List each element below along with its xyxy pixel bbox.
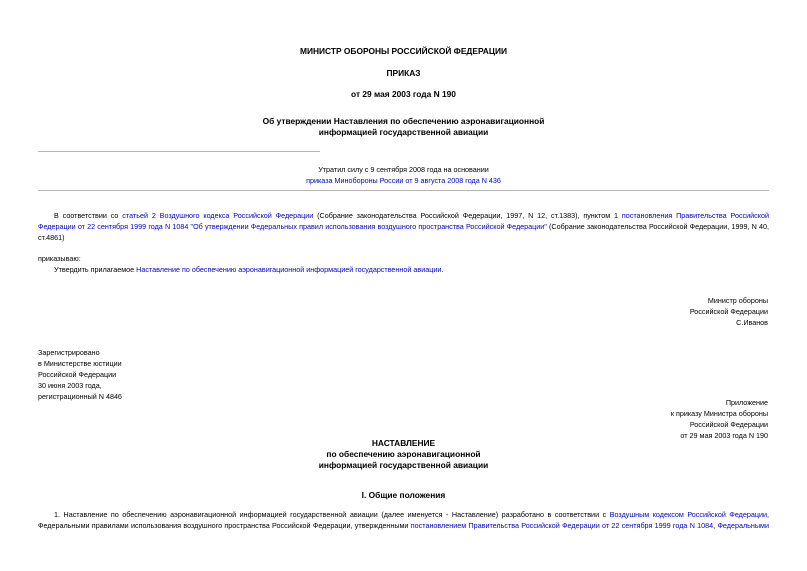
document-title-line2: информацией государственной авиации: [318, 127, 489, 137]
signature-country: Российской Федерации: [689, 307, 768, 316]
order-word: приказываю:: [38, 254, 81, 263]
paragraph1-line1: [38, 510, 769, 520]
paragraph-text: ,: [713, 521, 718, 530]
paragraph1-line2: [38, 521, 769, 531]
manual-link[interactable]: Наставление по обеспечению аэронавигационной информацией государственной авиации: [136, 265, 442, 274]
signature-position: Министр обороны: [707, 296, 768, 305]
preamble-text: (Собрание законодательства Российской Федерации, 1997, N 12, ст.1383), пунктом 1: [313, 211, 622, 220]
appendix-line3: Российской Федерации: [689, 420, 768, 429]
status-text: Утратил силу с 9 сентября 2008 года на основании: [318, 165, 489, 174]
repeal-order-link[interactable]: приказа Минобороны России от 9 августа 2008 года N 436: [306, 176, 501, 185]
document-title-line1: Об утверждении Наставления по обеспечению аэронавигационной: [262, 116, 545, 126]
ministry-heading: МИНИСТР ОБОРОНЫ РОССИЙСКОЙ ФЕДЕРАЦИИ: [299, 46, 508, 56]
preamble-line1: [38, 211, 769, 221]
air-code-article-link[interactable]: статьей 2 Воздушного кодекса Российской Федерации: [122, 211, 314, 220]
air-code-link[interactable]: Воздушным кодексом Российской Федерации: [609, 510, 767, 519]
registration-line1: Зарегистрировано: [38, 348, 100, 357]
appendix-line2: к приказу Министра обороны: [670, 409, 768, 418]
divider-long: [38, 190, 769, 191]
manual-title: НАСТАВЛЕНИЕ: [371, 438, 436, 448]
appendix-line4: от 29 мая 2003 года N 190: [680, 431, 768, 440]
approve-text: .: [441, 265, 444, 274]
preamble-line2: [38, 222, 769, 232]
paragraph-text: 1. Наставление по обеспечению аэронавигационной информацией государственной авиации (далее именуется - Наставление) разработано в соответствии с: [54, 510, 610, 519]
preamble-text: (Собрание законодательства Российской Федерации, 1999, N 40,: [546, 222, 769, 231]
preamble-line3: ст.4861): [38, 233, 65, 242]
paragraph-text: Федеральными правилами использования воздушного пространства Российской Федерации, утвержденными: [38, 521, 411, 530]
approve-text: Утвердить прилагаемое: [54, 265, 137, 274]
approve-line: [54, 265, 443, 274]
order-heading: ПРИКАЗ: [386, 68, 421, 78]
registration-line4: 30 июня 2003 года,: [38, 381, 102, 390]
registration-line2: в Министерстве юстиции: [38, 359, 122, 368]
government-decree-link[interactable]: постановления Правительства Российской: [621, 211, 769, 220]
government-decree-link-cont[interactable]: Федерации от 22 сентября 1999 года N 1084 "Об утверждении Федеральных правил использования воздушного пространства Российской Федерации": [38, 222, 547, 231]
signature-name: С.Иванов: [736, 318, 768, 327]
manual-subtitle1: по обеспечению аэронавигационной: [326, 449, 481, 459]
order-date: от 29 мая 2003 года N 190: [351, 89, 456, 99]
manual-subtitle2: информацией государственной авиации: [318, 460, 489, 470]
section-heading: I. Общие положения: [361, 490, 446, 500]
decree-1084-link[interactable]: постановлением Правительства Российской Федерации от 22 сентября 1999 года N 1084: [410, 521, 714, 530]
appendix-line1: Приложение: [725, 398, 768, 407]
federal-rules-link[interactable]: Федеральными: [717, 521, 769, 530]
registration-line5: регистрационный N 4846: [38, 392, 122, 401]
registration-line3: Российской Федерации: [38, 370, 117, 379]
preamble-text: В соответствии со: [54, 211, 123, 220]
paragraph-text: ,: [767, 510, 769, 519]
divider-short: [38, 151, 320, 152]
